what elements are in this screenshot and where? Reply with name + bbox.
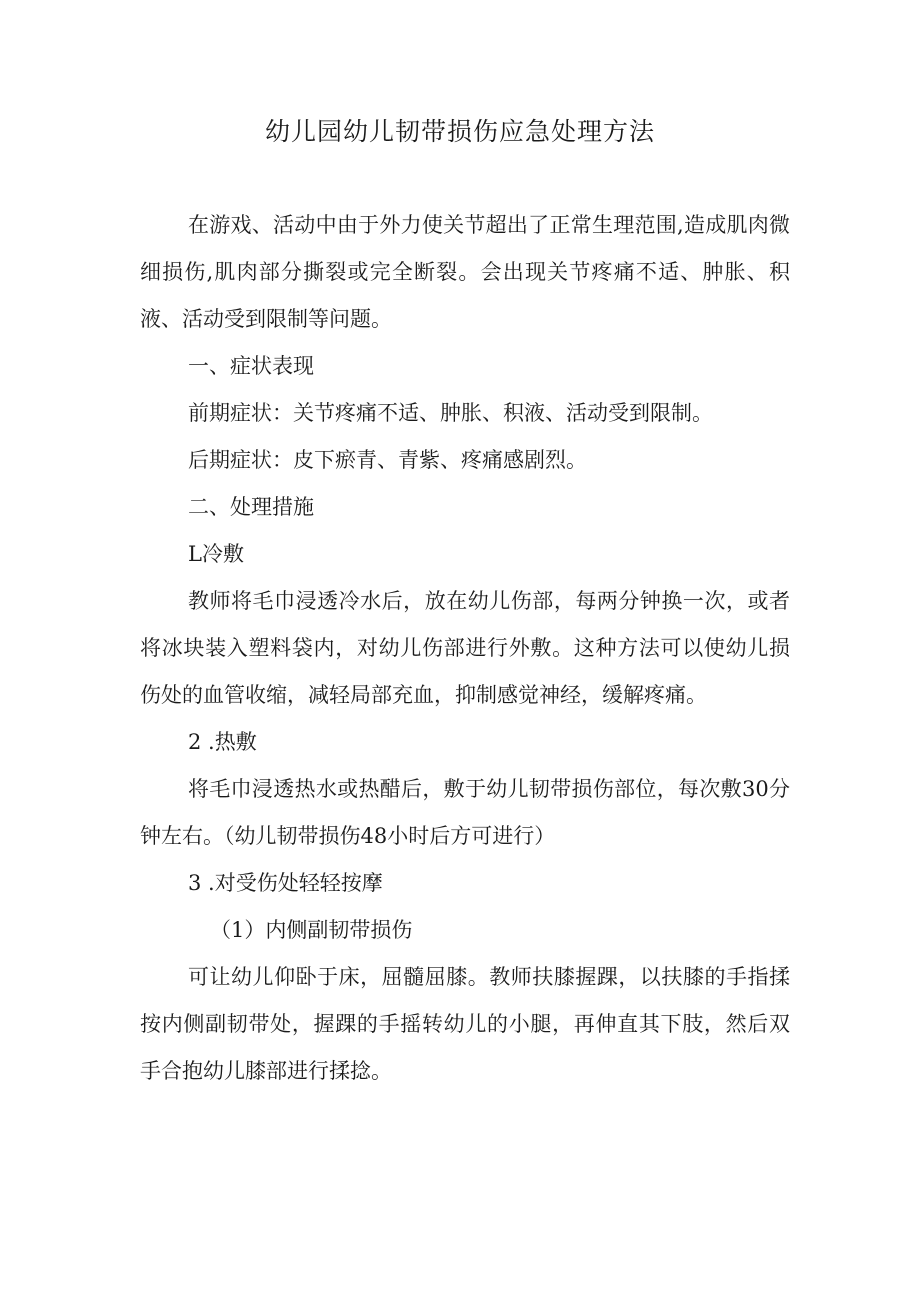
early-symptoms: 前期症状：关节疼痛不适、肿胀、积液、活动受到限制。 [188, 401, 713, 425]
late-symptoms: 后期症状：皮下瘀青、青紫、疼痛感剧烈。 [188, 448, 587, 472]
hot-compress-paragraph: 将毛巾浸透热水或热醋后，敷于幼儿韧带损伤部位，每次敷30分钟左右。（幼儿韧带损伤48小时后方可进行） [140, 777, 790, 848]
document-title: 幼儿园幼儿韧带损伤应急处理方法 [264, 117, 655, 146]
subitem-medial-ligament-heading: （1）内侧副韧带损伤 [210, 918, 413, 942]
item-cold-compress-heading: L冷敷 [188, 542, 244, 566]
item-massage-heading: 3 .对受伤处轻轻按摩 [188, 871, 383, 895]
section-heading-symptoms: 一、症状表现 [188, 354, 314, 378]
medial-ligament-paragraph: 可让幼儿仰卧于床，屈髓屈膝。教师扶膝握踝，以扶膝的手指揉按内侧副韧带处，握踝的手摇转幼儿的小腿，再伸直其下肢，然后双手合抱幼儿膝部进行揉捻。 [140, 965, 790, 1083]
cold-compress-paragraph: 教师将毛巾浸透冷水后，放在幼儿伤部，每两分钟换一次，或者将冰块装入塑料袋内，对幼儿伤部进行外敷。这种方法可以使幼儿损伤处的血管收缩，减轻局部充血，抑制感觉神经，缓解疼痛。 [140, 589, 790, 707]
section-heading-measures: 二、处理措施 [188, 495, 314, 519]
item-hot-compress-heading: 2 .热敷 [188, 730, 257, 754]
intro-paragraph: 在游戏、活动中由于外力使关节超出了正常生理范围,造成肌肉微细损伤,肌肉部分撕裂或完全断裂。会出现关节疼痛不适、肿胀、积液、活动受到限制等问题。 [140, 213, 790, 331]
document-body [140, 202, 790, 1095]
